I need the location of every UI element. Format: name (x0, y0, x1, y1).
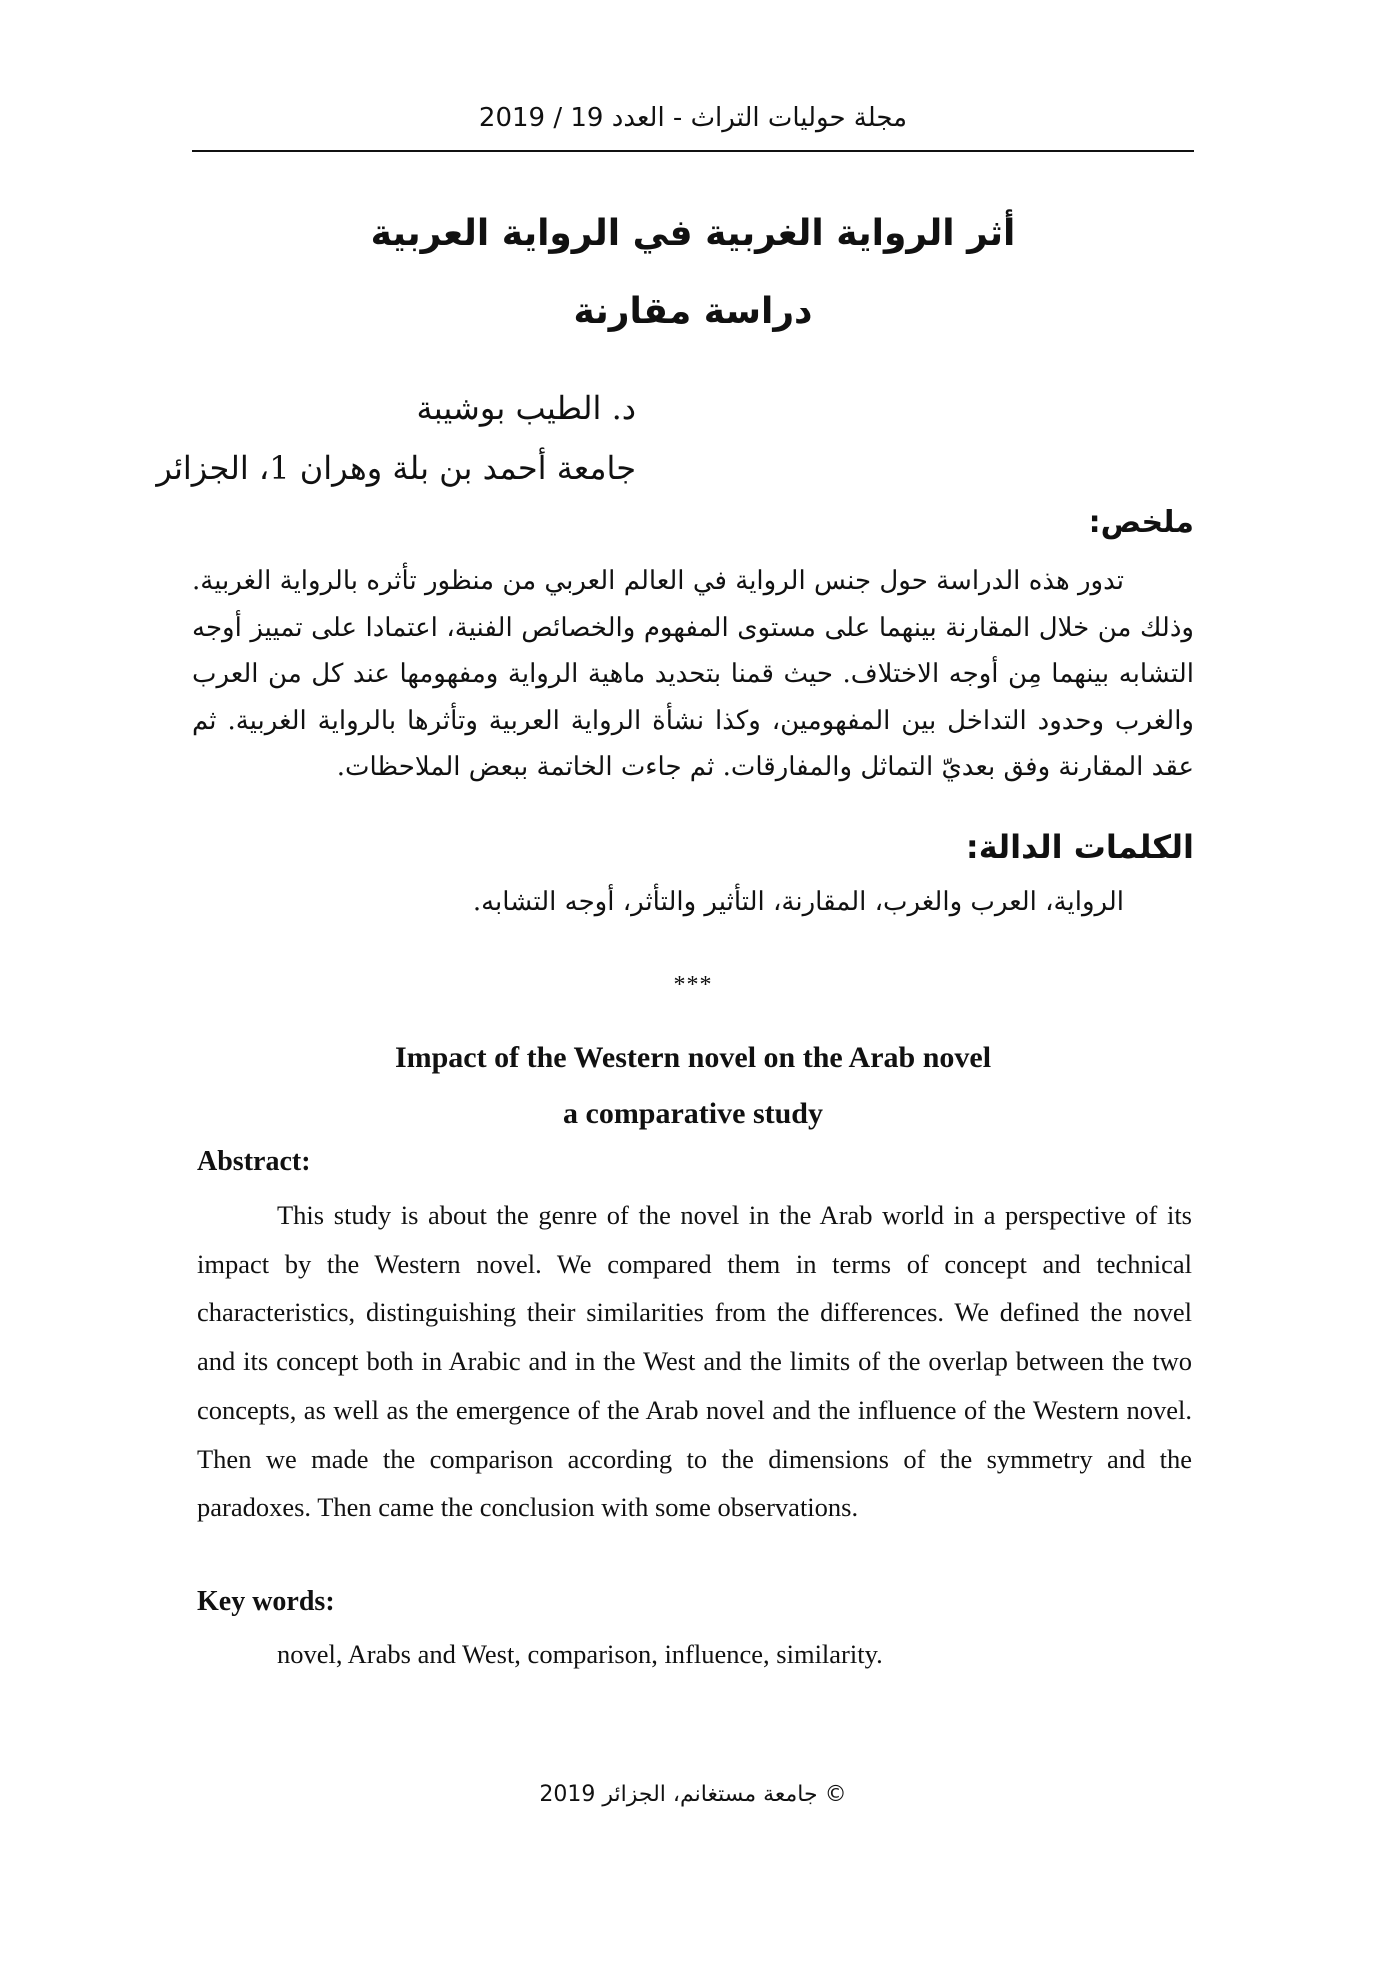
header-rule (192, 150, 1194, 152)
author-block (156, 378, 636, 498)
copyright-footer: © جامعة مستغانم، الجزائر 2019 (539, 1782, 847, 1807)
arabic-abstract-body: تدور هذه الدراسة حول جنس الرواية في العالم العربي من منظور تأثره بالرواية الغربية. وذلك من خلال المقارنة بينهما على مستوى المفهوم والخصائص الفنية، اعتمادا على تمييز أوجه التشابه بينهما مِن أوجه الاختلاف. حيث قمنا بتحديد ماهية الرواية ومفهومها عند كل من العرب والغرب وحدود التداخل بين المفهومين، وكذا نشأة الرواية العربية وتأثرها بالرواية الغربية. ثم عقد المقارنة وفق بعديّ التماثل والمفارقات. ثم جاءت الخاتمة ببعض الملاحظات. (192, 566, 1194, 782)
arabic-title-line-2: دراسة مقارنة (573, 291, 813, 332)
author-name: د. الطيب بوشيبة (416, 389, 636, 427)
english-title (192, 1030, 1194, 1142)
arabic-keywords: الرواية، العرب والغرب، المقارنة، التأثير والتأثر، أوجه التشابه. (472, 887, 1124, 917)
section-separator: *** (673, 972, 713, 998)
english-title-line-2: a comparative study (563, 1097, 823, 1130)
arabic-keywords-heading: الكلمات الدالة: (965, 828, 1194, 866)
running-header: مجلة حوليات التراث - العدد 19 / 2019 (478, 103, 908, 133)
english-keywords-heading: Key words: (197, 1586, 335, 1617)
english-keywords: novel, Arabs and West, comparison, influence, similarity. (277, 1639, 883, 1669)
english-title-line-1: Impact of the Western novel on the Arab novel (394, 1041, 992, 1074)
english-abstract-body: This study is about the genre of the novel in the Arab world in a perspective of its impact by the Western novel. We compared them in terms of concept and technical characteristics, distinguishing their similarities from the differences. We defined the novel and its concept both in Arabic and in the West and the limits of the overlap between the two concepts, as well as the emergence of the Arab novel and the influence of the Western novel. Then we made the comparison according to the dimensions of the symmetry and the paradoxes. Then came the conclusion with some observations. (197, 1200, 1192, 1523)
arabic-title (192, 195, 1194, 351)
arabic-title-line-1: أثر الرواية الغربية في الرواية العربية (370, 213, 1016, 254)
author-affiliation: جامعة أحمد بن بلة وهران 1، الجزائر (156, 449, 636, 487)
english-abstract-heading: Abstract: (197, 1146, 311, 1177)
arabic-abstract-heading: ملخص: (1088, 505, 1194, 540)
